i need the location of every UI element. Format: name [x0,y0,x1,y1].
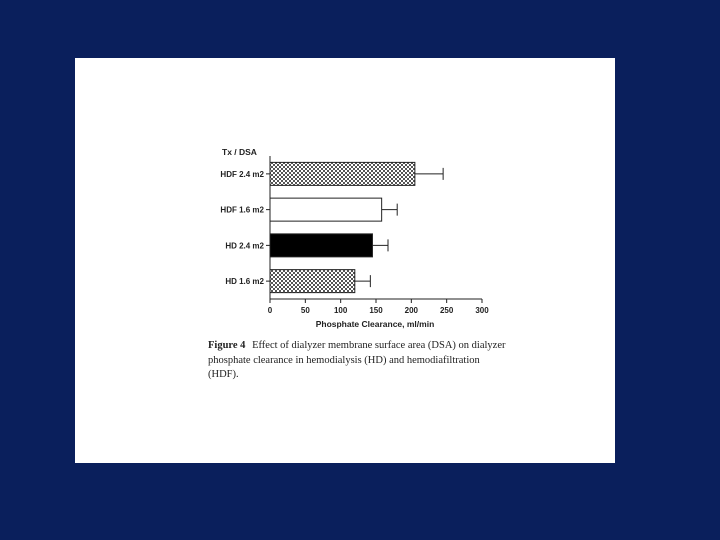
x-axis-title: Phosphate Clearance, ml/min [315,319,435,329]
bar [270,198,382,221]
x-tick-label: 200 [404,306,419,315]
category-label: HDF 2.4 m2 [220,169,264,179]
x-tick-label: 150 [369,306,383,315]
x-tick-label: 300 [475,306,489,315]
category-axis-title: Tx / DSA [222,147,257,157]
bar [270,234,372,257]
category-label: HDF 1.6 m2 [220,205,264,215]
x-tick-label: 50 [300,306,310,315]
phosphate-clearance-chart [75,58,615,463]
bar [270,270,355,293]
category-label: HD 2.4 m2 [225,241,264,251]
figure-panel [75,58,615,463]
figure-caption [208,339,508,383]
x-tick-label: 100 [333,306,348,315]
x-tick-label: 250 [439,306,454,315]
category-label: HD 1.6 m2 [225,277,264,287]
bar [270,162,415,185]
x-tick-label: 0 [267,306,273,315]
figure-label: Figure 4 [208,340,246,351]
figure-caption-text: Effect of dialyzer membrane surface area (DSA) on dialyzer phosphate clearance in hemodialysis (HD) and hemodiafiltration (HDF). [208,340,506,380]
